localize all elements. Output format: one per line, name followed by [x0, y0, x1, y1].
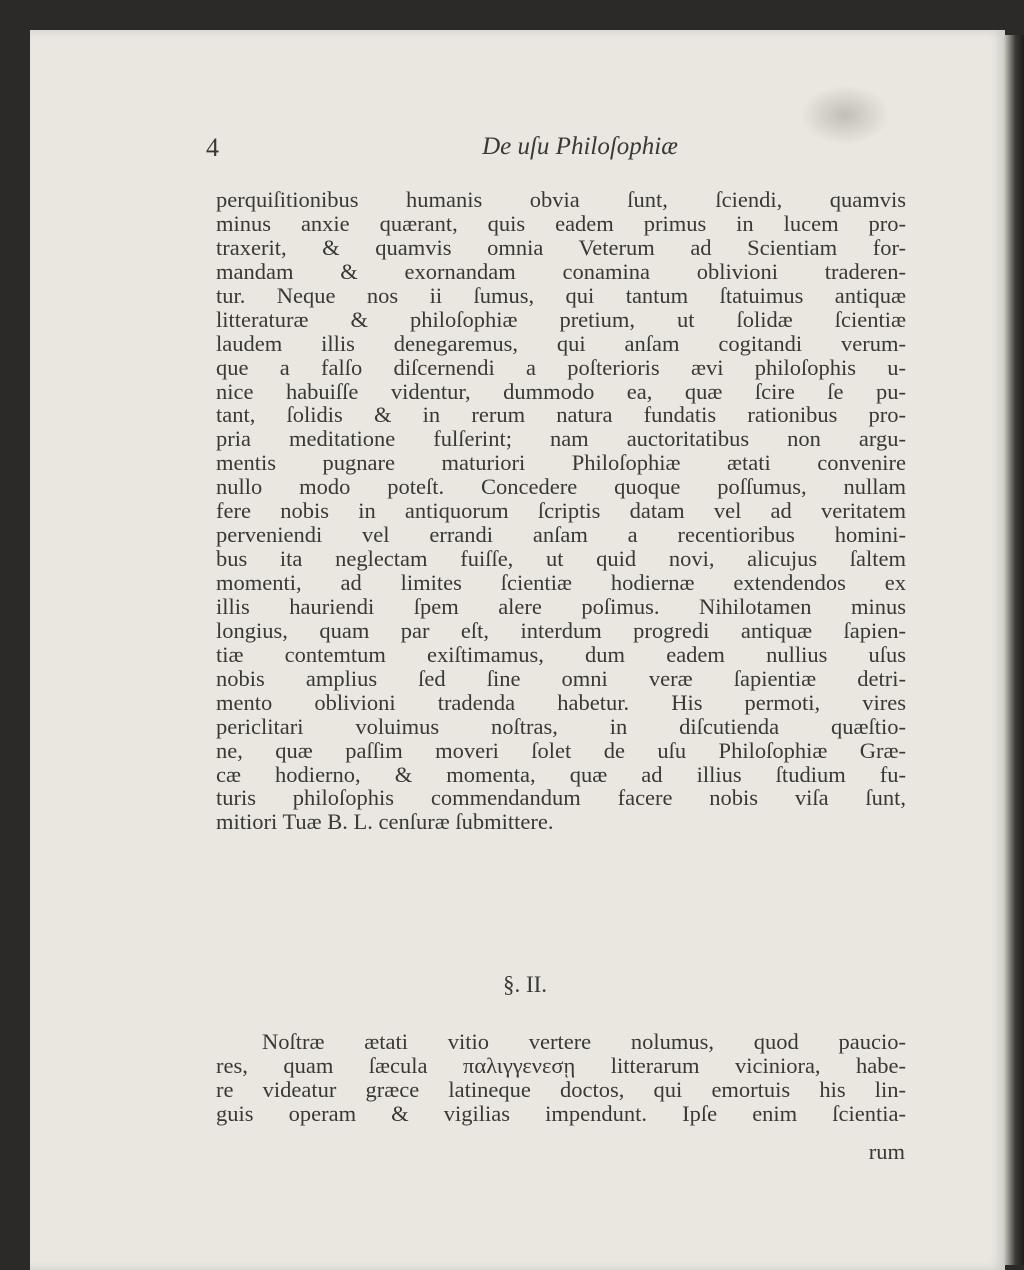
text-line: litteraturæ & philoſophiæ pretium, ut ſolidæ ſcientiæ	[216, 306, 906, 332]
text-line: ne, quæ paſſim moveri ſolet de uſu Philoſophiæ Græ-	[216, 737, 906, 763]
stain	[800, 85, 890, 145]
catchword: rum	[868, 1139, 905, 1164]
text-line: res, quam ſæcula παλιγγενεσῃ litterarum viciniora, habe-	[216, 1052, 906, 1078]
page-edge	[1003, 35, 1024, 1265]
text-line: bus ita neglectam fuiſſe, ut quid novi, alicujus ſaltem	[216, 546, 906, 572]
text-line: mento oblivioni tradenda habetur. His permoti, vires	[216, 689, 906, 715]
running-title: De uſu Philoſophiæ	[482, 133, 678, 160]
text-line: cæ hodierno, & momenta, quæ ad illius ſtudium fu-	[216, 761, 906, 787]
text-line: longius, quam par eſt, interdum progredi antiquæ ſapien-	[216, 617, 906, 643]
text-line: perveniendi vel errandi anſam a recentioribus homini-	[216, 522, 906, 548]
text-line: illis hauriendi ſpem alere poſimus. Nihilotamen minus	[216, 593, 906, 619]
paragraph-2	[216, 1030, 906, 1126]
text-line: perquiſitionibus humanis obvia ſunt, ſciendi, quamvis	[216, 187, 906, 212]
text-line: momenti, ad limites ſcientiæ hodiernæ extendendos ex	[216, 570, 906, 595]
text-line: minus anxie quærant, quis eadem primus in lucem pro-	[216, 210, 906, 236]
paragraph-1	[216, 188, 906, 834]
text-line: tur. Neque nos ii ſumus, qui tantum ſtatuimus antiquæ	[216, 282, 906, 308]
text-line: fere nobis in antiquorum ſcriptis datam vel ad veritatem	[216, 498, 906, 524]
text-line: turis philoſophis commendandum facere nobis viſa ſunt,	[216, 785, 906, 811]
text-line: nobis amplius ſed ſine omni veræ ſapientiæ detri-	[216, 665, 906, 691]
text-line: tiæ contemtum exiſtimamus, dum eadem nullius uſus	[216, 641, 906, 667]
text-line: mentis pugnare maturiori Philoſophiæ ætati convenire	[216, 450, 906, 476]
text-line: periclitari voluimus noſtras, in diſcutienda quæſtio-	[216, 713, 906, 739]
text-line: re videatur græce latineque doctos, qui emortuis his lin-	[216, 1076, 906, 1102]
text-line: mandam & exornandam conamina oblivioni traderen-	[216, 258, 906, 284]
text-line: laudem illis denegaremus, qui anſam cogitandi verum-	[216, 330, 906, 356]
text-line: traxerit, & quamvis omnia Veterum ad Scientiam for-	[216, 234, 906, 260]
text-line: mitiori Tuæ B. L. cenſuræ ſubmittere.	[216, 809, 554, 835]
text-line: nice habuiſſe videntur, dummodo ea, quæ ſcire ſe pu-	[216, 378, 906, 404]
text-line: guis operam & vigilias impendunt. Ipſe enim ſcientia-	[216, 1100, 906, 1126]
text-line: pria meditatione fulſerint; nam auctoritatibus non argu-	[216, 426, 906, 452]
text-line: Noſtræ ætati vitio vertere nolumus, quod paucio-	[262, 1029, 906, 1054]
page-number: 4	[206, 133, 219, 162]
text-line: nullo modo poteſt. Concedere quoque poſſumus, nullam	[216, 474, 906, 500]
text-line: tant, ſolidis & in rerum natura fundatis rationibus pro-	[216, 402, 906, 428]
text-line: que a falſo diſcernendi a poſterioris ævi philoſophis u-	[216, 354, 906, 380]
section-heading: §. II.	[502, 972, 548, 997]
